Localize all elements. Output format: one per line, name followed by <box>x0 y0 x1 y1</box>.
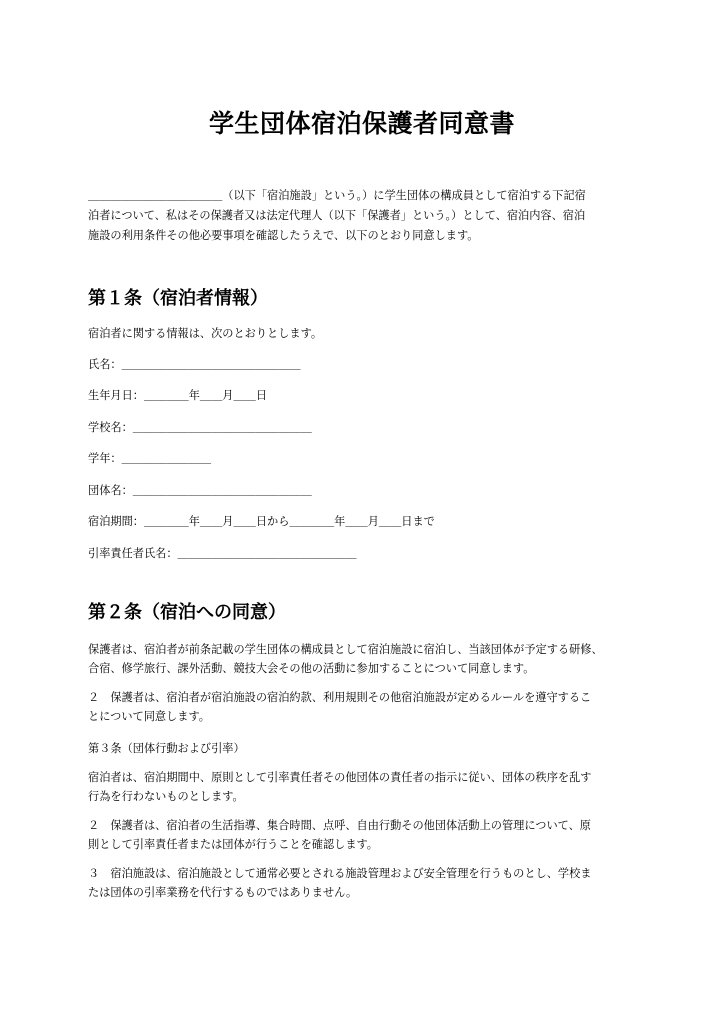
paragraph-line: 合宿、修学旅行、課外活動、競技大会その他の活動に参加することについて同意します。 <box>88 662 535 675</box>
paragraph-line: 行為を行わないものとします。 <box>88 790 244 803</box>
paragraph-line: たは団体の引率業務を代行するものではありません。 <box>88 886 358 899</box>
intro-line: 泊者について、私はその保護者又は法定代理人（以下「保護者」という。）として、宿泊内容、宿泊 <box>88 209 586 222</box>
intro-line: ＿＿＿＿＿＿＿＿＿＿＿＿（以下「宿泊施設」という。）に学生団体の構成員として宿泊する下記宿 <box>88 189 586 202</box>
paragraph-line: ２ 保護者は、宿泊者の生活指導、集合時間、点呼、自由行動その他団体活動上の管理について、原 <box>88 819 591 832</box>
article2-paragraph-2 <box>88 688 648 726</box>
field-group: 団体名：＿＿＿＿＿＿＿＿＿＿＿＿＿＿＿＿ <box>88 484 312 497</box>
article3-paragraph-1 <box>88 768 648 806</box>
paragraph-line: ２ 保護者は、宿泊者が宿泊施設の宿泊約款、利用規則その他宿泊施設が定めるルールを遵守するこ <box>88 691 592 704</box>
paragraph-line: 保護者は、宿泊者が前条記載の学生団体の構成員として宿泊施設に宿泊し、当該団体が予定する研修、 <box>88 643 603 656</box>
field-stay-period: 宿泊期間：＿＿＿＿年＿＿月＿＿日から＿＿＿＿年＿＿月＿＿日まで <box>88 515 435 528</box>
field-leader-name: 引率責任者氏名：＿＿＿＿＿＿＿＿＿＿＿＿＿＿＿＿ <box>88 547 357 560</box>
paragraph-line: とについて同意します。 <box>88 710 210 723</box>
article2-heading: 第２条（宿泊への同意） <box>88 602 286 623</box>
paragraph-line: ３ 宿泊施設は、宿泊施設として通常必要とされる施設管理および安全管理を行うものとし、学校ま <box>88 867 592 880</box>
field-birthdate: 生年月日：＿＿＿＿年＿＿月＿＿日 <box>88 389 268 402</box>
paragraph-line: 則として引率責任者または団体が行うことを確認します。 <box>88 838 378 851</box>
article3-heading: 第３条（団体行動および引率） <box>88 742 245 755</box>
article3-paragraph-3 <box>88 864 648 902</box>
intro-line: 施設の利用条件その他必要事項を確認したうえで、以下のとおり同意します。 <box>88 229 479 242</box>
article3-paragraph-2 <box>88 816 648 854</box>
article1-lead: 宿泊者に関する情報は、次のとおりとします。 <box>88 327 323 340</box>
article1-heading: 第１条（宿泊者情報） <box>88 288 268 309</box>
paragraph-line: 宿泊者は、宿泊期間中、原則として引率責任者その他団体の責任者の指示に従い、団体の秩序を乱す <box>88 771 592 784</box>
field-school: 学校名：＿＿＿＿＿＿＿＿＿＿＿＿＿＿＿＿ <box>88 421 312 434</box>
intro-paragraph <box>88 186 648 246</box>
field-grade: 学年：＿＿＿＿＿＿＿＿ <box>88 452 212 465</box>
article2-paragraph-1 <box>88 640 648 678</box>
field-name: 氏名：＿＿＿＿＿＿＿＿＿＿＿＿＿＿＿＿ <box>88 358 301 371</box>
document-title: 学生団体宿泊保護者同意書 <box>208 109 515 138</box>
